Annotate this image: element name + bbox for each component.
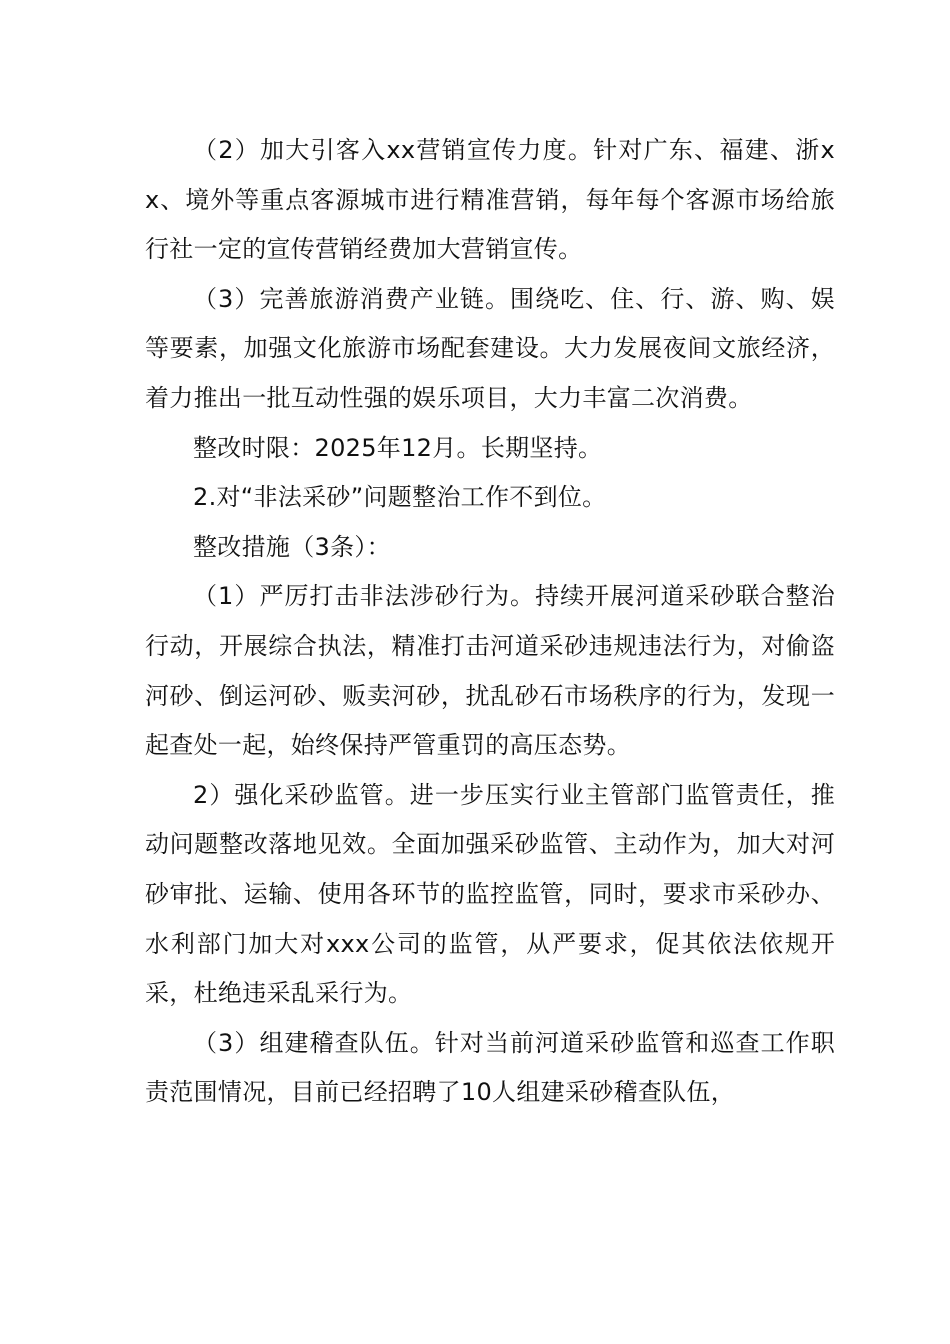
paragraph-measures-heading: 整改措施（3条）： [193,532,391,561]
paragraph-tourism-industry-chain: （3）完善旅游消费产业链。围绕吃、住、行、游、购、娱等要素，加强文化旅游市场配套建设。大力发展夜间文旅经济，着力推出一批互动性强的娱乐项目，大力丰富二次消费。 [145,284,835,412]
document-page [145,126,835,1118]
paragraph-measure-2: 2）强化采砂监管。进一步压实行业主管部门监管责任，推动问题整改落地见效。全面加强采砂监管、主动作为，加大对河砂审批、运输、使用各环节的监控监管，同时，要求市采砂办、水利部门加大对xxx公司的监管，从严要求，促其依法依规开采，杜绝违采乱采行为。 [145,780,835,1008]
paragraph-issue-heading: 2.对“非法采砂”问题整治工作不到位。 [193,483,607,512]
paragraph-measure-1: （1）严厉打击非法涉砂行为。持续开展河道采砂联合整治行动，开展综合执法，精准打击河道采砂违规违法行为，对偷盗河砂、倒运河砂、贩卖河砂，扰乱砂石市场秩序的行为，发现一起查处一起，始终保持严管重罚的高压态势。 [145,582,835,760]
paragraph-deadline: 整改时限：2025年12月。长期坚持。 [193,433,603,462]
paragraph-tourism-marketing: （2）加大引客入xx营销宣传力度。针对广东、福建、浙xx、境外等重点客源城市进行精准营销，每年每个客源市场给旅行社一定的宣传营销经费加大营销宣传。 [145,136,835,264]
paragraph-measure-3: （3）组建稽查队伍。针对当前河道采砂监管和巡查工作职责范围情况，目前已经招聘了10人组建采砂稽查队伍， [145,1028,835,1107]
